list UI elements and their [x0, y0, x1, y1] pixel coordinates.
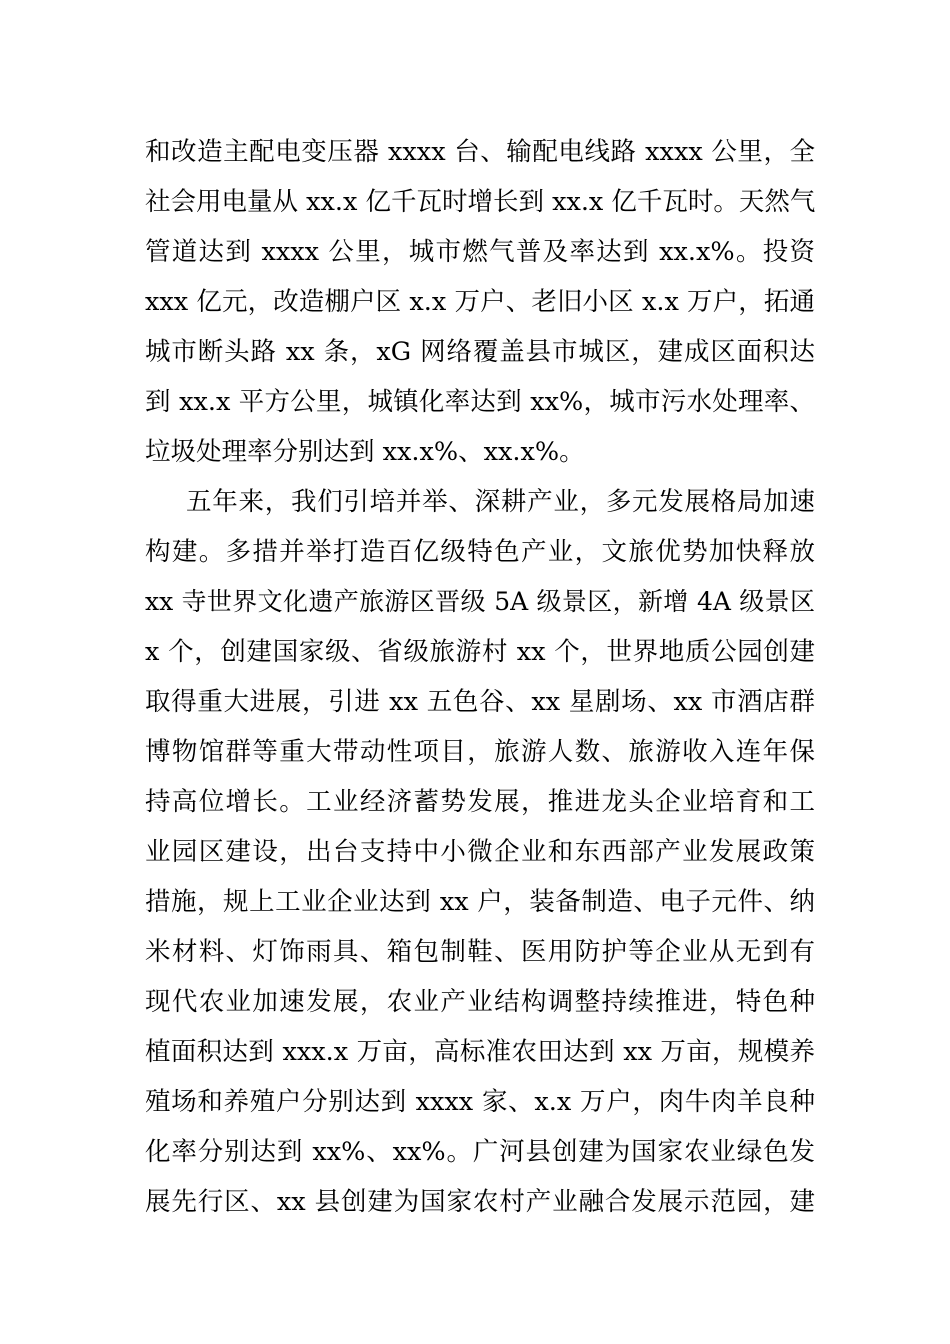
text-line: xx 寺世界文化遗产旅游区晋级 5A 级景区，新增 4A 级景区	[145, 587, 815, 616]
text-line: 殖场和养殖户分别达到 xxxx 家、x.x 万户，肉牛肉羊良种	[145, 1087, 815, 1117]
text-line: 社会用电量从 xx.x 亿千瓦时增长到 xx.x 亿千瓦时。天然气	[145, 187, 816, 217]
text-line: 植面积达到 xxx.x 万亩，高标准农田达到 xx 万亩，规模养	[145, 1037, 815, 1067]
text-line: 博物馆群等重大带动性项目，旅游人数、旅游收入连年保	[145, 737, 815, 767]
text-line: 城市断头路 xx 条，xG 网络覆盖县市城区，建成区面积达	[145, 337, 815, 367]
text-line: 业园区建设，出台支持中小微企业和东西部产业发展政策	[145, 837, 815, 867]
text-line: xxx 亿元，改造棚户区 x.x 万户、老旧小区 x.x 万户，拓通	[145, 287, 815, 317]
text-line: x 个，创建国家级、省级旅游村 xx 个，世界地质公园创建	[145, 637, 815, 667]
text-line: 米材料、灯饰雨具、箱包制鞋、医用防护等企业从无到有	[145, 937, 815, 967]
text-line: 到 xx.x 平方公里，城镇化率达到 xx%，城市污水处理率、	[145, 387, 815, 417]
text-line: 管道达到 xxxx 公里，城市燃气普及率达到 xx.x%。投资	[145, 237, 815, 267]
text-line: 化率分别达到 xx%、xx%。广河县创建为国家农业绿色发	[145, 1137, 815, 1167]
text-line: 取得重大进展，引进 xx 五色谷、xx 星剧场、xx 市酒店群	[145, 687, 815, 717]
text-line: 展先行区、xx 县创建为国家农村产业融合发展示范园，建	[145, 1187, 815, 1217]
text-line: 和改造主配电变压器 xxxx 台、输配电线路 xxxx 公里，全	[145, 137, 815, 167]
text-line: 措施，规上工业企业达到 xx 户，装备制造、电子元件、纳	[145, 887, 815, 917]
paragraph-first-line: 五年来，我们引培并举、深耕产业，多元发展格局加速	[186, 487, 815, 517]
text-line: 持高位增长。工业经济蓄势发展，推进龙头企业培育和工	[145, 787, 815, 817]
text-line: 垃圾处理率分别达到 xx.x%、xx.x%。	[145, 437, 585, 467]
text-line: 现代农业加速发展，农业产业结构调整持续推进，特色种	[145, 987, 815, 1017]
text-line: 构建。多措并举打造百亿级特色产业，文旅优势加快释放	[145, 537, 815, 567]
